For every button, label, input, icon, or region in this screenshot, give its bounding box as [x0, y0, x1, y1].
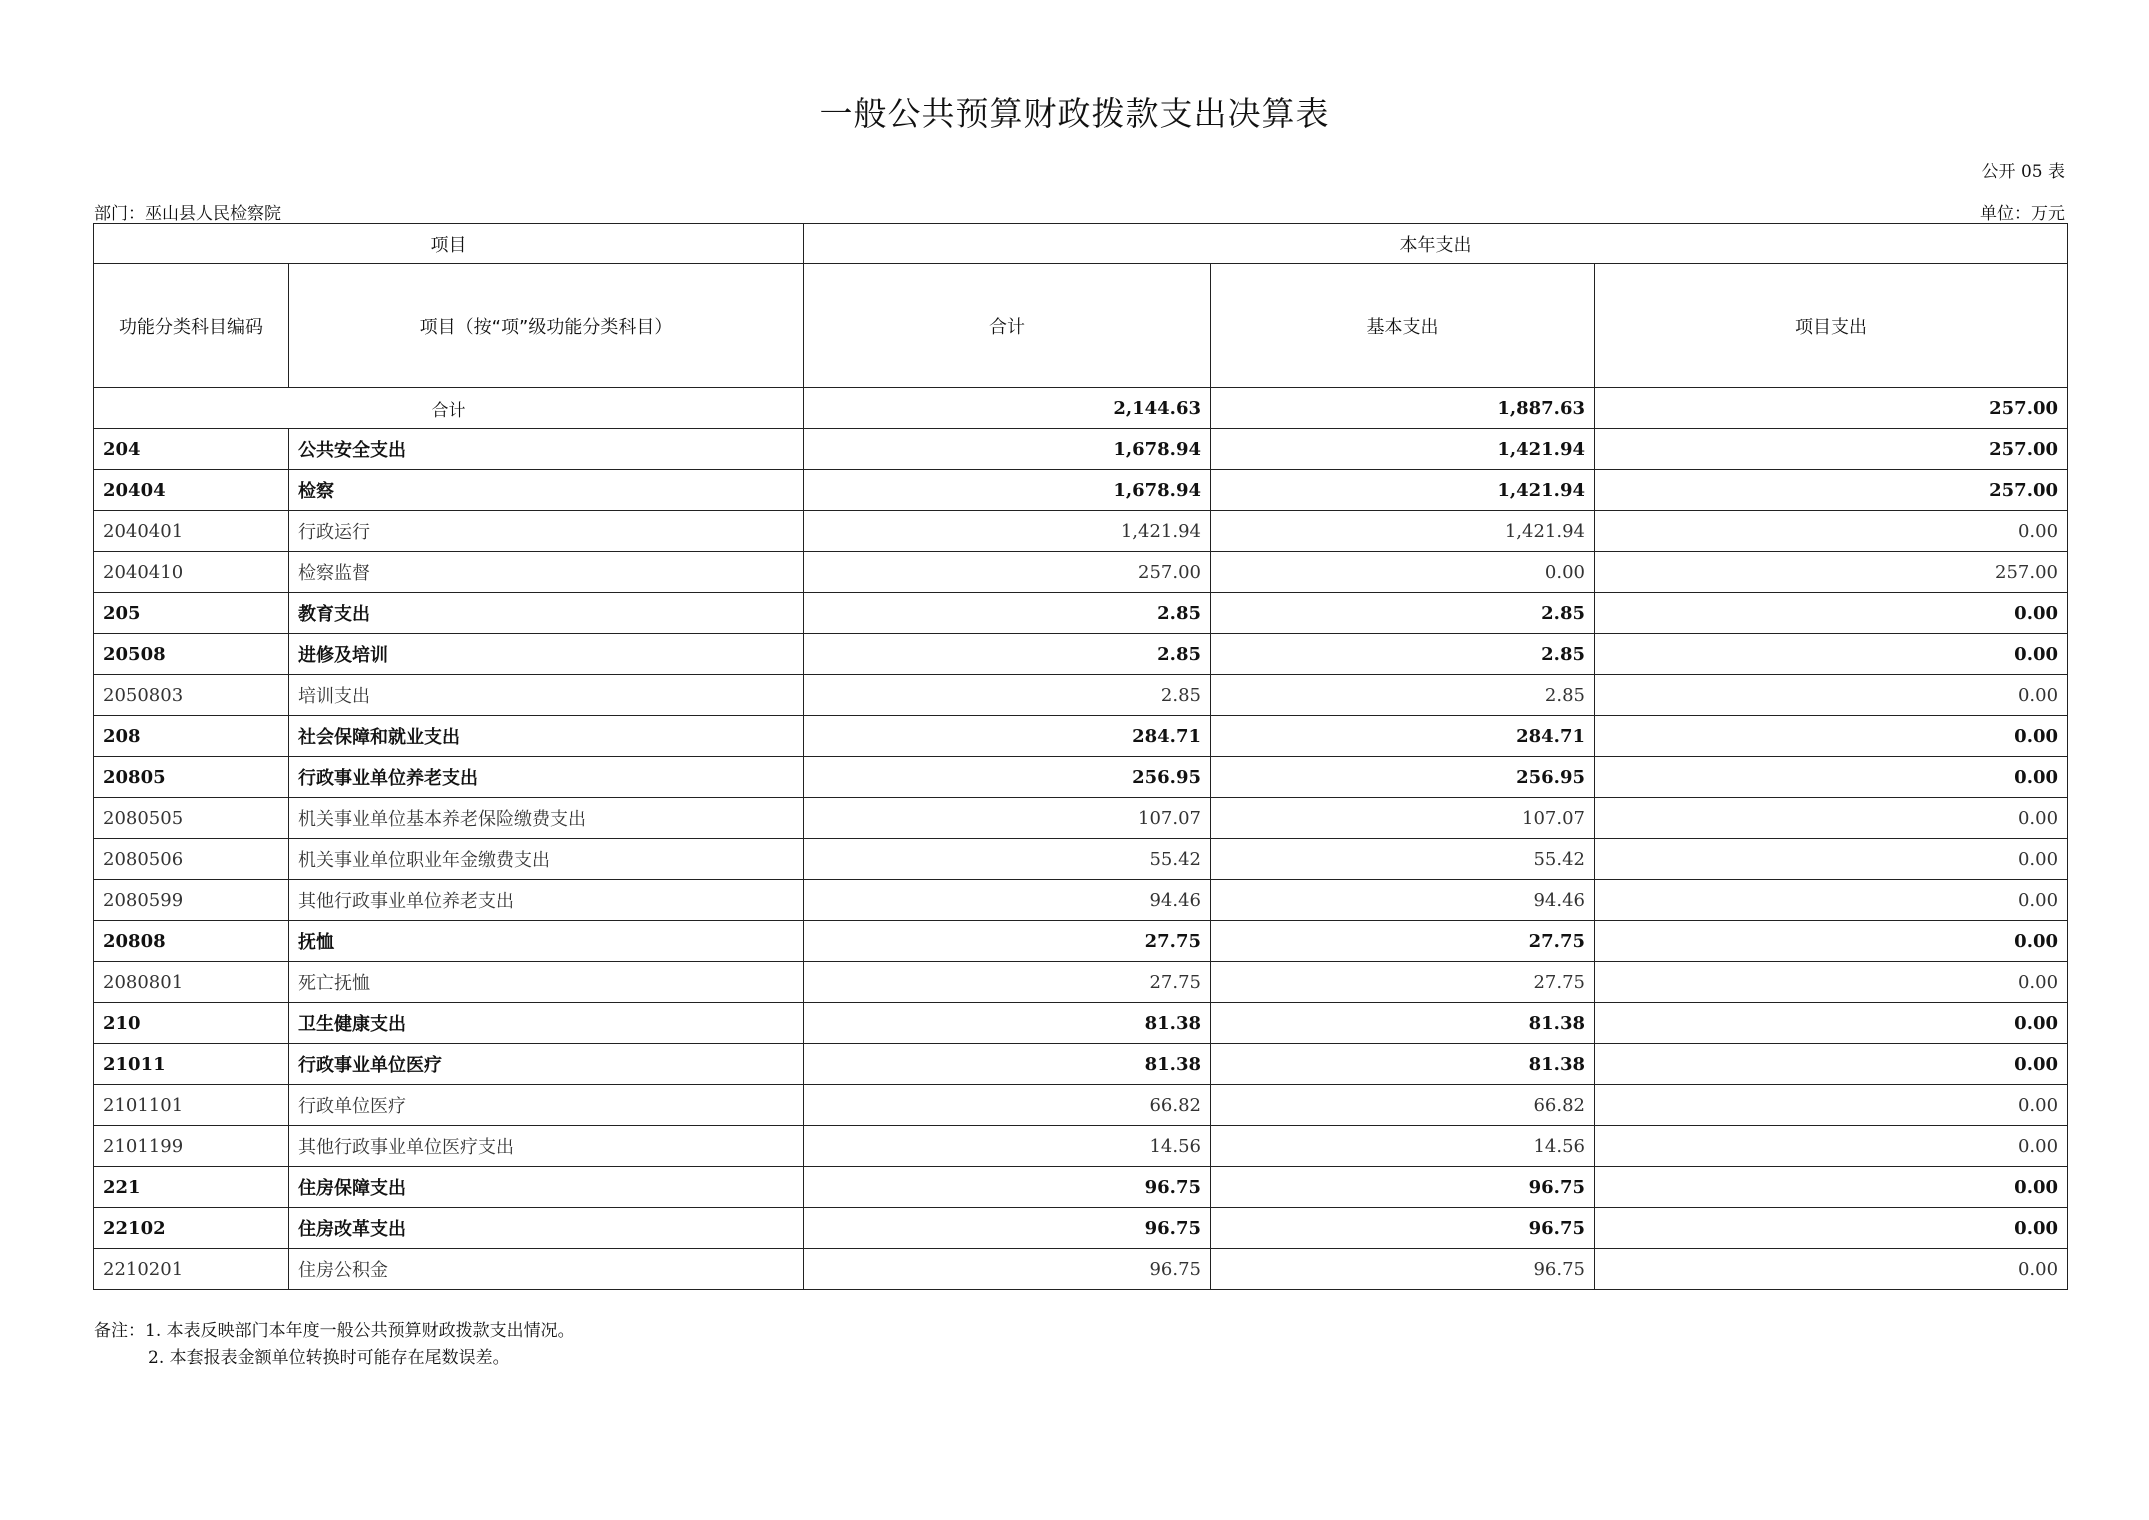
row-total: 1,678.94 — [804, 470, 1211, 511]
row-basic: 27.75 — [1211, 962, 1595, 1003]
total-label: 合计 — [94, 388, 804, 429]
row-code: 2080801 — [94, 962, 289, 1003]
row-total: 96.75 — [804, 1249, 1211, 1290]
note-1: 备注：1. 本表反映部门本年度一般公共预算财政拨款支出情况。 — [94, 1321, 575, 1341]
row-code: 204 — [94, 429, 289, 470]
row-basic: 107.07 — [1211, 798, 1595, 839]
row-project: 257.00 — [1595, 429, 2068, 470]
table-row — [94, 1085, 2068, 1126]
row-total: 66.82 — [804, 1085, 1211, 1126]
table-row — [94, 716, 2068, 757]
table-row — [94, 1126, 2068, 1167]
row-basic: 66.82 — [1211, 1085, 1595, 1126]
row-project: 257.00 — [1595, 470, 2068, 511]
row-project: 0.00 — [1595, 1003, 2068, 1044]
row-basic: 0.00 — [1211, 552, 1595, 593]
table-row — [94, 1208, 2068, 1249]
row-basic: 96.75 — [1211, 1249, 1595, 1290]
row-total: 14.56 — [804, 1126, 1211, 1167]
row-total: 55.42 — [804, 839, 1211, 880]
row-basic: 96.75 — [1211, 1208, 1595, 1249]
row-code: 2080505 — [94, 798, 289, 839]
row-total: 284.71 — [804, 716, 1211, 757]
notes — [94, 1318, 575, 1372]
row-project: 0.00 — [1595, 1044, 2068, 1085]
row-total: 2.85 — [804, 634, 1211, 675]
row-basic: 14.56 — [1211, 1126, 1595, 1167]
row-basic: 2.85 — [1211, 593, 1595, 634]
row-total: 257.00 — [804, 552, 1211, 593]
row-total: 94.46 — [804, 880, 1211, 921]
total-amount: 2,144.63 — [804, 388, 1211, 429]
row-code: 20805 — [94, 757, 289, 798]
row-project: 0.00 — [1595, 634, 2068, 675]
row-total: 1,421.94 — [804, 511, 1211, 552]
table-row — [94, 757, 2068, 798]
row-code: 208 — [94, 716, 289, 757]
row-total: 96.75 — [804, 1167, 1211, 1208]
table-row — [94, 675, 2068, 716]
row-name: 卫生健康支出 — [289, 1003, 804, 1044]
form-code: 公开 05 表 — [1981, 162, 2065, 182]
row-total: 96.75 — [804, 1208, 1211, 1249]
row-name: 行政运行 — [289, 511, 804, 552]
unit-label: 单位：万元 — [1980, 204, 2065, 224]
row-name: 机关事业单位基本养老保险缴费支出 — [289, 798, 804, 839]
row-basic: 55.42 — [1211, 839, 1595, 880]
row-name: 抚恤 — [289, 921, 804, 962]
row-name: 培训支出 — [289, 675, 804, 716]
row-code: 20808 — [94, 921, 289, 962]
row-code: 22102 — [94, 1208, 289, 1249]
row-code: 221 — [94, 1167, 289, 1208]
row-basic: 1,421.94 — [1211, 470, 1595, 511]
row-code: 2040410 — [94, 552, 289, 593]
row-name: 行政事业单位医疗 — [289, 1044, 804, 1085]
header-basic: 基本支出 — [1211, 264, 1595, 388]
row-basic: 1,421.94 — [1211, 429, 1595, 470]
header-code: 功能分类科目编码 — [94, 264, 289, 388]
total-basic: 1,887.63 — [1211, 388, 1595, 429]
row-code: 2101199 — [94, 1126, 289, 1167]
row-project: 0.00 — [1595, 798, 2068, 839]
header-project: 项目 — [94, 224, 804, 264]
row-code: 2210201 — [94, 1249, 289, 1290]
row-basic: 256.95 — [1211, 757, 1595, 798]
table-row — [94, 962, 2068, 1003]
row-project: 0.00 — [1595, 962, 2068, 1003]
row-project: 0.00 — [1595, 716, 2068, 757]
header-row-2 — [94, 264, 2068, 388]
table-row — [94, 921, 2068, 962]
row-name: 住房改革支出 — [289, 1208, 804, 1249]
row-code: 205 — [94, 593, 289, 634]
header-total: 合计 — [804, 264, 1211, 388]
table-row — [94, 552, 2068, 593]
row-name: 社会保障和就业支出 — [289, 716, 804, 757]
row-code: 20508 — [94, 634, 289, 675]
row-project: 0.00 — [1595, 757, 2068, 798]
table-row — [94, 798, 2068, 839]
row-name: 住房公积金 — [289, 1249, 804, 1290]
row-code: 21011 — [94, 1044, 289, 1085]
table-row — [94, 511, 2068, 552]
header-current-year: 本年支出 — [804, 224, 2068, 264]
row-name: 行政单位医疗 — [289, 1085, 804, 1126]
row-basic: 2.85 — [1211, 675, 1595, 716]
table-row — [94, 634, 2068, 675]
row-name: 进修及培训 — [289, 634, 804, 675]
department-label: 部门：巫山县人民检察院 — [94, 204, 281, 224]
row-project: 0.00 — [1595, 511, 2068, 552]
row-project: 257.00 — [1595, 552, 2068, 593]
expenditure-table — [93, 223, 2068, 1290]
row-code: 2040401 — [94, 511, 289, 552]
row-project: 0.00 — [1595, 1249, 2068, 1290]
row-project: 0.00 — [1595, 593, 2068, 634]
row-total: 256.95 — [804, 757, 1211, 798]
row-project: 0.00 — [1595, 1126, 2068, 1167]
row-project: 0.00 — [1595, 675, 2068, 716]
row-total: 81.38 — [804, 1003, 1211, 1044]
row-code: 2050803 — [94, 675, 289, 716]
header-project-expense: 项目支出 — [1595, 264, 2068, 388]
row-total: 1,678.94 — [804, 429, 1211, 470]
table-row — [94, 1167, 2068, 1208]
row-basic: 2.85 — [1211, 634, 1595, 675]
row-name: 行政事业单位养老支出 — [289, 757, 804, 798]
row-project: 0.00 — [1595, 1167, 2068, 1208]
row-total: 2.85 — [804, 675, 1211, 716]
row-project: 0.00 — [1595, 1208, 2068, 1249]
table-row — [94, 593, 2068, 634]
page-title: 一般公共预算财政拨款支出决算表 — [819, 94, 1330, 133]
row-total: 27.75 — [804, 921, 1211, 962]
row-name: 教育支出 — [289, 593, 804, 634]
row-project: 0.00 — [1595, 880, 2068, 921]
table-row — [94, 1003, 2068, 1044]
row-total: 27.75 — [804, 962, 1211, 1003]
row-name: 其他行政事业单位医疗支出 — [289, 1126, 804, 1167]
row-basic: 81.38 — [1211, 1044, 1595, 1085]
row-code: 210 — [94, 1003, 289, 1044]
note-2: 2. 本套报表金额单位转换时可能存在尾数误差。 — [148, 1348, 510, 1368]
row-project: 0.00 — [1595, 1085, 2068, 1126]
table-row — [94, 1044, 2068, 1085]
row-code: 20404 — [94, 470, 289, 511]
row-name: 检察监督 — [289, 552, 804, 593]
table-row — [94, 839, 2068, 880]
row-name: 其他行政事业单位养老支出 — [289, 880, 804, 921]
table-row — [94, 429, 2068, 470]
total-project: 257.00 — [1595, 388, 2068, 429]
table-row — [94, 880, 2068, 921]
row-total: 2.85 — [804, 593, 1211, 634]
row-name: 死亡抚恤 — [289, 962, 804, 1003]
table-row — [94, 1249, 2068, 1290]
header-row-1 — [94, 224, 2068, 264]
row-name: 检察 — [289, 470, 804, 511]
total-row — [94, 388, 2068, 429]
row-name: 机关事业单位职业年金缴费支出 — [289, 839, 804, 880]
table-row — [94, 470, 2068, 511]
row-basic: 81.38 — [1211, 1003, 1595, 1044]
row-basic: 94.46 — [1211, 880, 1595, 921]
row-name: 住房保障支出 — [289, 1167, 804, 1208]
row-code: 2080599 — [94, 880, 289, 921]
row-basic: 1,421.94 — [1211, 511, 1595, 552]
header-name: 项目（按“项”级功能分类科目） — [289, 264, 804, 388]
row-basic: 27.75 — [1211, 921, 1595, 962]
row-name: 公共安全支出 — [289, 429, 804, 470]
row-code: 2080506 — [94, 839, 289, 880]
row-basic: 96.75 — [1211, 1167, 1595, 1208]
row-code: 2101101 — [94, 1085, 289, 1126]
row-project: 0.00 — [1595, 921, 2068, 962]
row-project: 0.00 — [1595, 839, 2068, 880]
row-total: 81.38 — [804, 1044, 1211, 1085]
row-total: 107.07 — [804, 798, 1211, 839]
row-basic: 284.71 — [1211, 716, 1595, 757]
